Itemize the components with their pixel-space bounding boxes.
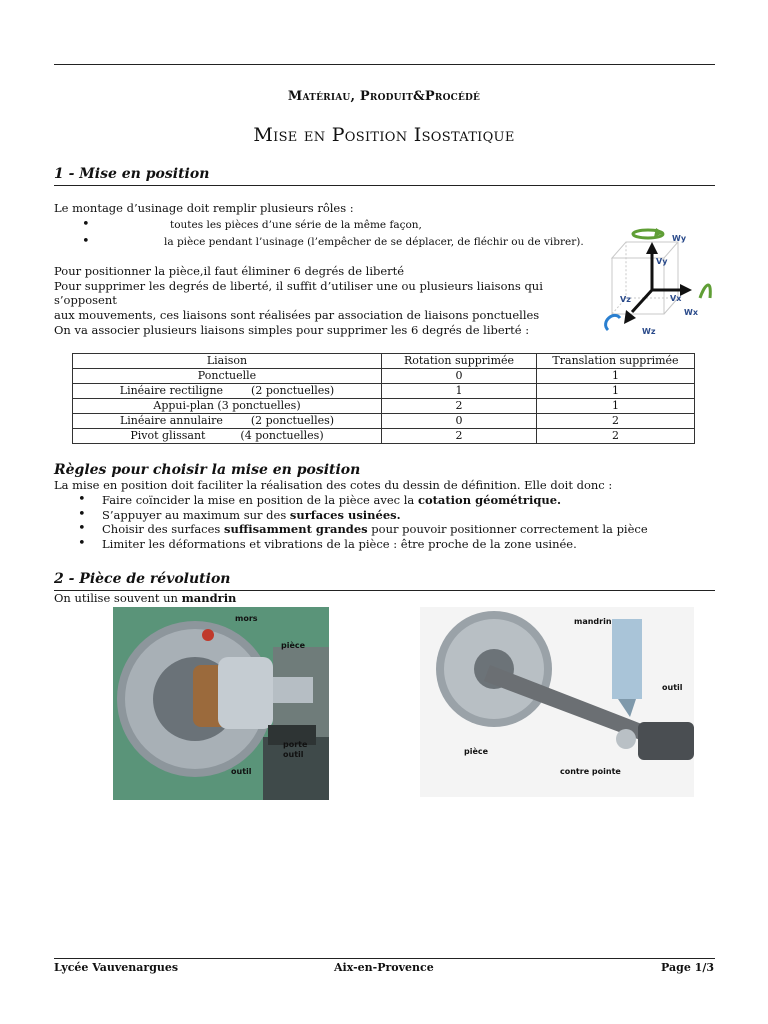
z-arrow-head [624, 310, 636, 324]
header-rotation: Rotation supprimée [382, 354, 537, 369]
cell-liaison: Linéaire annulaire (2 ponctuelles) [73, 414, 382, 429]
page-title: Mise en Position Isostatique [253, 124, 515, 146]
subject-header: Matériau, Produit&Procédé [287, 89, 481, 104]
label-outil: outil [231, 767, 252, 776]
dof-axes-diagram [596, 218, 716, 338]
dof-paragraph [54, 264, 594, 322]
rotation-z-arrow [606, 315, 620, 330]
label-wx: Wx [684, 308, 698, 317]
label-porte-outil: outil [283, 750, 304, 759]
label-piece: pièce [464, 747, 489, 756]
label-piece: pièce [281, 641, 306, 650]
rule-item: • S’appuyer au maximum sur des surfaces usinées. [78, 508, 718, 523]
mandrin-intro: On utilise souvent un mandrin [54, 591, 237, 605]
footer-rule [54, 958, 715, 959]
z-axis [632, 290, 652, 312]
cell-liaison: Ponctuelle [73, 369, 382, 384]
rules-heading: Règles pour choisir la mise en position [54, 462, 361, 478]
header-liaison: Liaison [73, 354, 382, 369]
table-row [73, 414, 695, 429]
label-vy: Vy [656, 257, 668, 266]
footer-school: Lycée Vauvenargues [54, 961, 179, 974]
cell-rotation: 1 [382, 384, 537, 399]
roles-list [82, 218, 602, 249]
label-mandrin: mandrin [574, 617, 612, 626]
cell-translation: 2 [537, 414, 695, 429]
rule-item: • Choisir des surfaces suffisamment grandes pour pouvoir positionner correctement la pièce [78, 522, 718, 537]
rules-list [78, 493, 718, 551]
table-header-row [73, 354, 695, 369]
table-row [73, 369, 695, 384]
chuck-photo-2-illustration [420, 607, 694, 797]
cell-liaison: Linéaire rectiligne (2 ponctuelles) [73, 384, 382, 399]
x-arrow-head [680, 284, 692, 296]
y-arrow-head [646, 242, 658, 254]
label-vx: Vx [670, 294, 682, 303]
dof-line-1: Pour positionner la pièce,il faut éliminer 6 degrés de liberté [54, 264, 405, 278]
label-outil: outil [662, 683, 683, 692]
label-mors: mors [235, 614, 258, 623]
table-row [73, 399, 695, 414]
axes-arrows [624, 242, 692, 324]
chuck-photo-1 [113, 607, 329, 800]
cell-rotation: 2 [382, 429, 537, 444]
liaisons-table [72, 353, 695, 444]
role-item: • la pièce pendant l’usinage (l’empêcher de se déplacer, de fléchir ou de vibrer). [82, 235, 602, 250]
top-rule [54, 64, 715, 65]
section-2-heading: 2 - Pièce de révolution [54, 571, 231, 587]
header-translation: Translation supprimée [537, 354, 695, 369]
cell-translation: 1 [537, 399, 695, 414]
section-1-heading: 1 - Mise en position [54, 166, 210, 182]
dof-line-2: Pour supprimer les degrés de liberté, il suffit d’utiliser une ou plusieurs liaisons qui s’opposent [54, 278, 543, 308]
label-wz: Wz [642, 327, 656, 336]
dof-line-3: aux mouvements, ces liaisons sont réalisées par association de liaisons ponctuelles [54, 307, 540, 322]
rules-intro: La mise en position doit faciliter la réalisation des cotes du dessin de définition. Elle doit donc : [54, 478, 613, 492]
rule-item: • Faire coïncider la mise en position de la pièce avec la cotation géométrique. [78, 493, 718, 508]
section-1-rule [54, 185, 715, 186]
cell-rotation: 0 [382, 369, 537, 384]
footer-city: Aix-en-Provence [334, 961, 434, 974]
label-vz: Vz [620, 295, 631, 304]
cell-translation: 1 [537, 369, 695, 384]
cell-liaison: Appui-plan (3 ponctuelles) [73, 399, 382, 414]
label-contre-pointe: contre pointe [560, 767, 621, 776]
table-row [73, 429, 695, 444]
roles-intro: Le montage d’usinage doit remplir plusieurs rôles : [54, 201, 354, 215]
rule-item: • Limiter les déformations et vibrations de la pièce : être proche de la zone usinée. [78, 537, 718, 552]
label-porte: porte [283, 740, 308, 749]
cell-liaison: Pivot glissant (4 ponctuelles) [73, 429, 382, 444]
cell-rotation: 2 [382, 399, 537, 414]
role-item: • toutes les pièces d’une série de la même façon, [82, 218, 602, 233]
table-row [73, 384, 695, 399]
rotation-x-arrow [700, 285, 710, 298]
chuck-photo-1-illustration [113, 607, 329, 800]
footer-page-number: Page 1/3 [661, 961, 714, 974]
cell-translation: 2 [537, 429, 695, 444]
associate-paragraph: On va associer plusieurs liaisons simples pour supprimer les 6 degrés de liberté : [54, 323, 530, 337]
label-wy: Wy [672, 234, 687, 243]
cell-translation: 1 [537, 384, 695, 399]
cell-rotation: 0 [382, 414, 537, 429]
chuck-photo-2 [420, 607, 694, 797]
